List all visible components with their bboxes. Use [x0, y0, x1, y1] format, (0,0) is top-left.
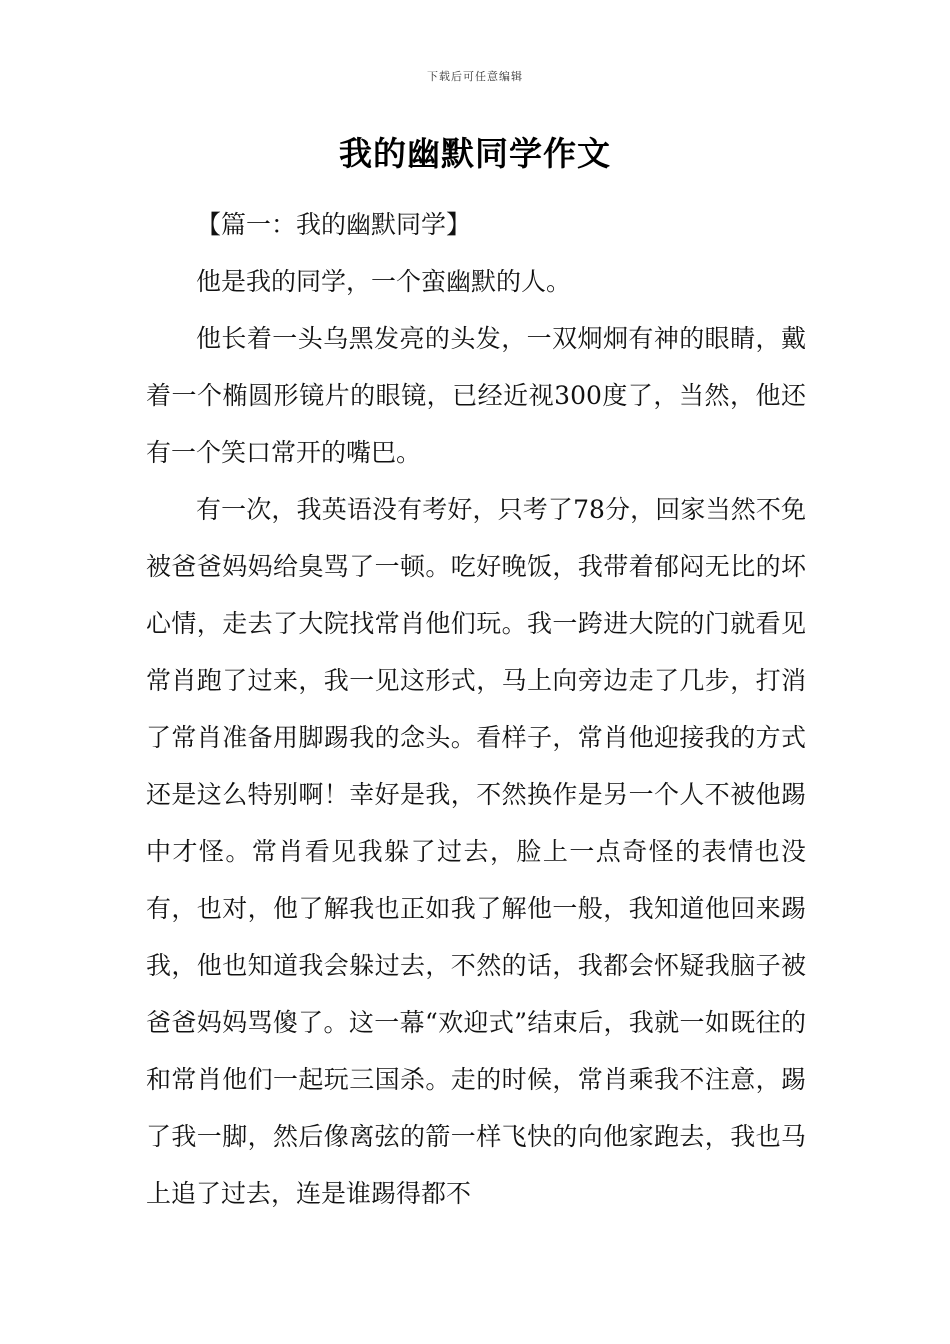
document-body — [146, 196, 806, 1222]
header-note: 下载后可任意编辑 — [427, 70, 523, 83]
document-title: 我的幽默同学作文 — [339, 134, 611, 173]
section-heading: 【篇一：我的幽默同学】 — [196, 210, 472, 239]
paragraph-3: 有一次，我英语没有考好，只考了78分，回家当然不免被爸爸妈妈给臭骂了一顿。吃好晚饭，我带着郁闷无比的坏心情，走去了大院找常肖他们玩。我一跨进大院的门就看见常肖跑了过来，我一见这形式，马上向旁边走了几步，打消了常肖准备用脚踢我的念头。看样子，常肖他迎接我的方式还是这么特别啊！幸好是我，不然换作是另一个人不被他踢中才怪。常肖看见我躲了过去，脸上一点奇怪的表情也没有，也对，他了解我也正如我了解他一般，我知道他回来踢我，他也知道我会躲过去，不然的话，我都会怀疑我脑子被爸爸妈妈骂傻了。这一幕“欢迎式”结束后，我就一如既往的和常肖他们一起玩三国杀。走的时候，常肖乘我不注意，踢了我一脚，然后像离弦的箭一样飞快的向他家跑去，我也马上追了过去，连是谁踢得都不 — [146, 495, 806, 1208]
paragraph-1: 他是我的同学，一个蛮幽默的人。 — [196, 267, 572, 296]
paragraph-2: 他长着一头乌黑发亮的头发，一双炯炯有神的眼睛，戴着一个椭圆形镜片的眼镜，已经近视300度了，当然，他还有一个笑口常开的嘴巴。 — [146, 324, 806, 467]
